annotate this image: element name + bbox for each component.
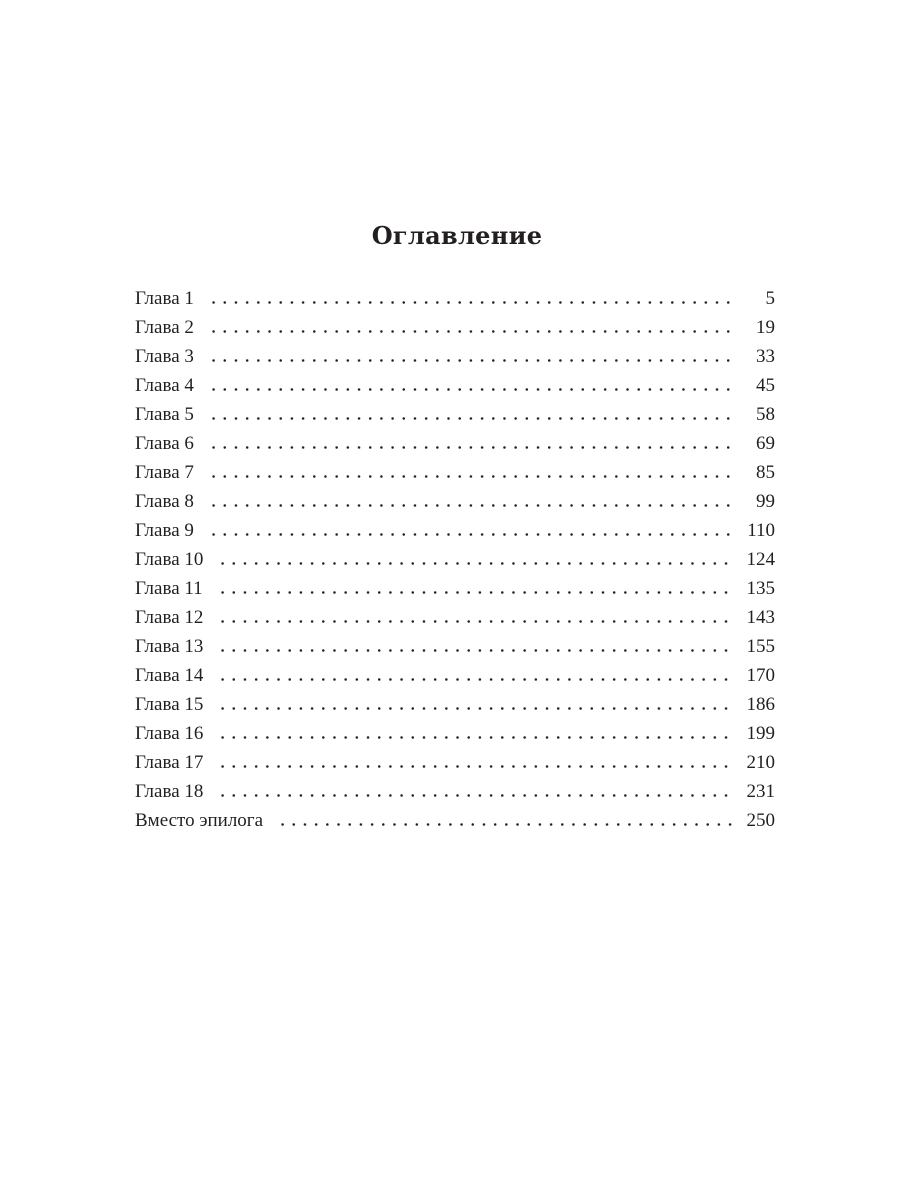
toc-entry-label: Глава 6 [135,433,194,454]
toc-entry-label: Глава 3 [135,346,194,367]
toc-entry[interactable] [135,719,775,748]
toc-entry[interactable] [135,690,775,719]
dot-leader [217,678,733,681]
toc-entry-page-number: 231 [746,781,775,802]
toc-entry-page-number: 58 [756,404,775,425]
toc-entry-label: Глава 17 [135,752,204,773]
dot-leader [217,736,733,739]
toc-entry-page-number: 5 [765,288,775,309]
toc-entry-page-number: 124 [746,549,775,570]
dot-leader [208,533,733,536]
toc-entry-label: Глава 16 [135,723,204,744]
toc-entry[interactable] [135,284,775,313]
toc-entry-page-number: 155 [746,636,775,657]
toc-entry-page-number: 135 [746,578,775,599]
dot-leader [208,301,733,304]
toc-entry-label: Глава 4 [135,375,194,396]
dot-leader [208,388,733,391]
dot-leader [208,359,733,362]
toc-entry-page-number: 186 [746,694,775,715]
toc-entry[interactable] [135,806,775,835]
toc-entry-label: Глава 18 [135,781,204,802]
toc-entry[interactable] [135,458,775,487]
dot-leader [217,591,733,594]
dot-leader [277,823,733,826]
toc-entry-label: Глава 2 [135,317,194,338]
dot-leader [217,649,733,652]
dot-leader [217,707,733,710]
toc-entry-page-number: 99 [756,491,775,512]
toc-entry[interactable] [135,574,775,603]
toc-entry-page-number: 45 [756,375,775,396]
toc-entry-page-number: 33 [756,346,775,367]
toc-entry-page-number: 250 [746,810,775,831]
toc-entry-page-number: 85 [756,462,775,483]
dot-leader [217,620,733,623]
toc-entry[interactable] [135,777,775,806]
toc-entry[interactable] [135,545,775,574]
toc-entry[interactable] [135,603,775,632]
dot-leader [208,504,733,507]
toc-entry-label: Глава 7 [135,462,194,483]
toc-entry[interactable] [135,400,775,429]
dot-leader [217,794,733,797]
dot-leader [217,765,733,768]
toc-entry[interactable] [135,748,775,777]
toc-entry-page-number: 19 [756,317,775,338]
toc-entry[interactable] [135,661,775,690]
toc-entry-label: Глава 11 [135,578,203,599]
toc-entry[interactable] [135,516,775,545]
toc-entry-label: Глава 8 [135,491,194,512]
toc-entry[interactable] [135,632,775,661]
dot-leader [208,330,733,333]
toc-entry-label: Глава 14 [135,665,204,686]
toc-entry-page-number: 69 [756,433,775,454]
toc-entry-page-number: 210 [746,752,775,773]
toc-entry-label: Глава 15 [135,694,204,715]
toc-entry-label: Вместо эпилога [135,810,264,831]
toc-entry-page-number: 110 [747,520,775,541]
dot-leader [208,446,733,449]
toc-entry-label: Глава 1 [135,288,194,309]
toc-entry[interactable] [135,429,775,458]
toc-entry[interactable] [135,371,775,400]
dot-leader [217,562,733,565]
toc-entry-page-number: 143 [746,607,775,628]
dot-leader [208,475,733,478]
toc-entry[interactable] [135,487,775,516]
toc-entry[interactable] [135,342,775,371]
toc-entry[interactable] [135,313,775,342]
toc-entry-label: Глава 12 [135,607,204,628]
toc-entry-label: Глава 9 [135,520,194,541]
toc-entry-label: Глава 13 [135,636,204,657]
toc-entry-label: Глава 5 [135,404,194,425]
toc-entry-page-number: 199 [746,723,775,744]
toc-list [135,284,775,835]
toc-title: Оглавление [371,221,543,250]
dot-leader [208,417,733,420]
toc-entry-label: Глава 10 [135,549,204,570]
toc-entry-page-number: 170 [746,665,775,686]
